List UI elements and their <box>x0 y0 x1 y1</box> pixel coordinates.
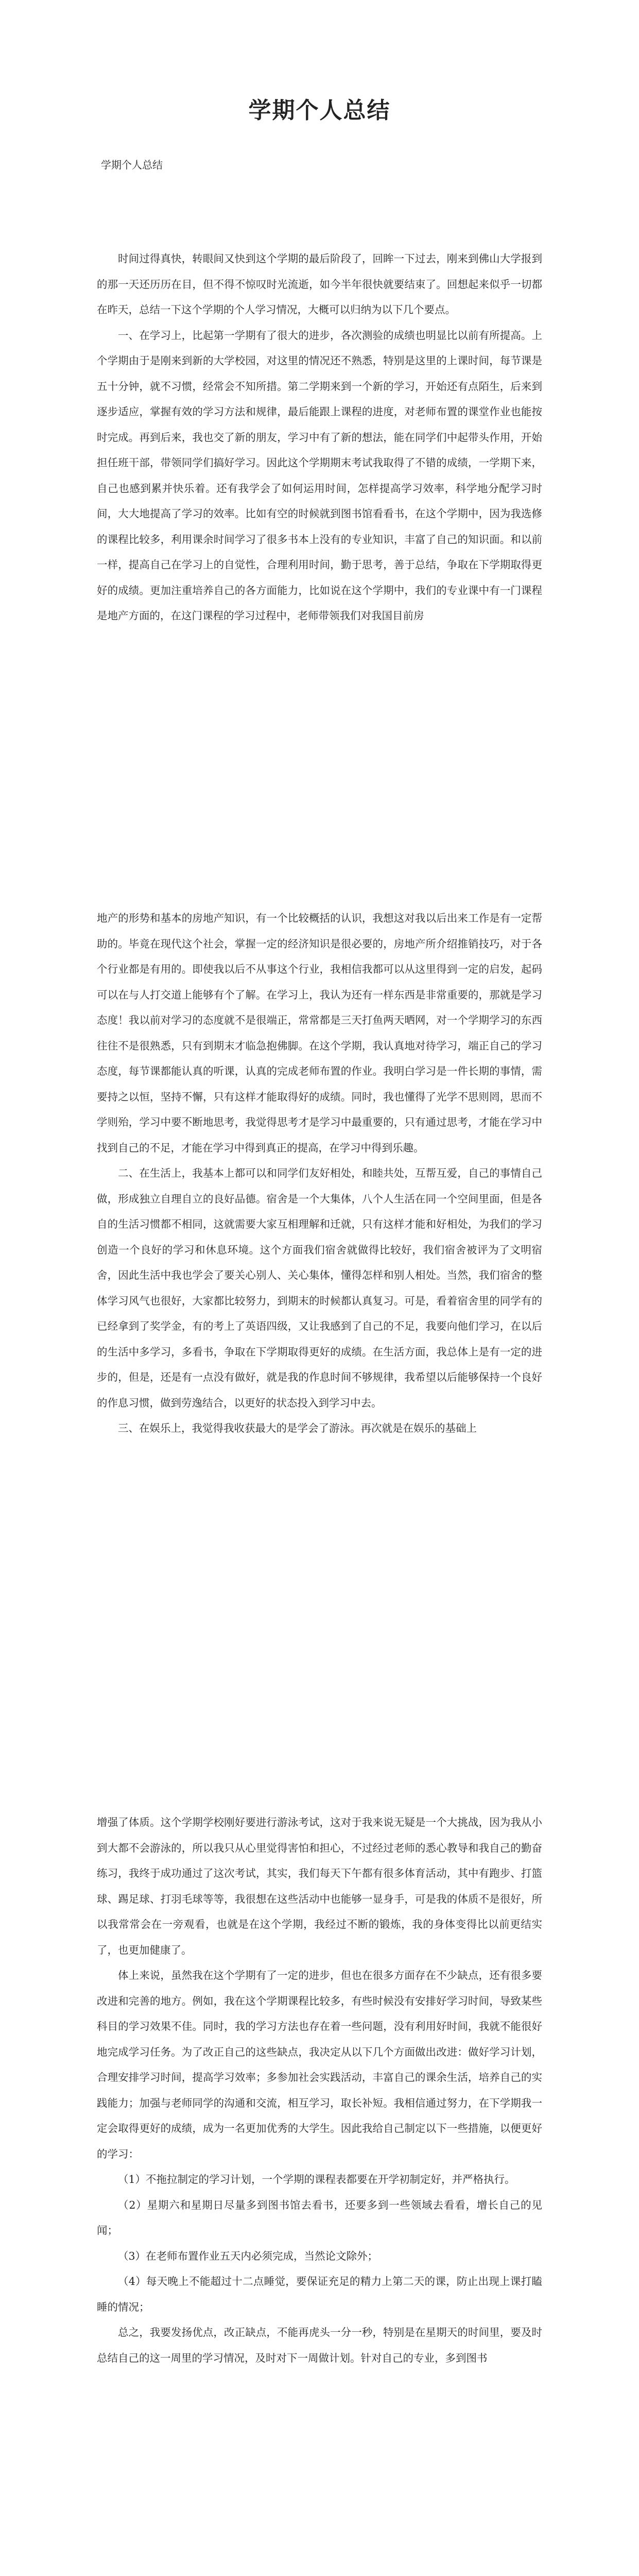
page-2-body-text <box>97 906 542 1442</box>
document-page-1 <box>0 0 639 904</box>
paragraph: 一、在学习上，比起第一学期有了很大的进步，各次测验的成绩也明显比以前有所提高。上个学期由于是刚来到新的大学校园，对这里的情况还不熟悉，特别是这里的上课时间，每节课是五十分钟，就不习惯，经常会不知所措。第二学期来到一个新的学习，开始还有点陌生，后来到逐步适应，掌握有效的学习方法和规律，最后能跟上课程的进度，对老师布置的课堂作业也能按时完成。再到后来，我也交了新的朋友，学习中有了新的想法，能在同学们中起带头作用，开始担任班干部，带领同学们搞好学习。因此这个学期期末考试我取得了不错的成绩，一学期下来，自己也感到累并快乐着。还有我学会了如何运用时间，怎样提高学习效率，科学地分配学习时间，大大地提高了学习的效率。比如有空的时候就到图书馆看看书，在这个学期中，因为我选修的课程比较多，利用课余时间学习了很多书本上没有的专业知识，丰富了自己的知识面。和以前一样，提高自己在学习上的自觉性，合理利用时间，勤于思考，善于总结，争取在下学期取得更好的成绩。更加注重培养自己的各方面能力，比如说在这个学期中，我们的专业课中有一门课程是地产方面的，在这门课程的学习过程中，老师带领我们对我国目前房 <box>97 329 542 622</box>
page-title: 学期个人总结 <box>248 97 391 124</box>
paragraph: 总之，我要发扬优点，改正缺点，不能再虎头一分一秒，特别是在星期天的时间里，要及时总结自己的这一周里的学习情况，及时对下一周做计划。针对自己的专业，多到图书 <box>97 2326 542 2364</box>
paragraph: 地产的形势和基本的房地产知识，有一个比较概括的认识，我想这对我以后出来工作是有一定帮助的。毕竟在现代这个社会，掌握一定的经济知识是很必要的，房地产所介绍推销技巧，对于各个行业都是有用的。即使我以后不从事这个行业，我相信我都可以从这里得到一定的启发，起码可以在与人打交道上能够有个了解。在学习上，我认为还有一样东西是非常重要的，那就是学习态度！我以前对学习的态度就不是很端正，常常都是三天打鱼两天晒网，对一个学期学习的东西往往不是很熟悉，只有到期末才临急抱佛脚。在这个学期，我认真地对待学习，端正自己的学习态度，每节课都能认真的听课，认真的完成老师布置的作业。我明白学习是一件长期的事情，需要持之以恒，坚持不懈，只有这样才能取得好的成绩。同时，我也懂得了光学不思则罔，思而不学则殆，学习中要不断地思考，我觉得思考才是学习中最重要的，只有通过思考，才能在学习中找到自己的不足，才能在学习中得到真正的提高，在学习中得到乐趣。 <box>97 912 542 1154</box>
page-1-body <box>97 246 542 629</box>
list-item: （4）每天晚上不能超过十二点睡觉，要保证充足的精力上第二天的课，防止出现上课打瞌睡的情况； <box>97 2275 542 2313</box>
page-3-body-text <box>97 1810 542 2371</box>
paragraph: 时间过得真快，转眼间又快到这个学期的最后阶段了，回眸一下过去，刚来到佛山大学报到的那一天还历历在目，但不得不惊叹时光流逝，如今半年很快就要结束了。回想起来似乎一切都在昨天，总结一下这个学期的个人学习情况，大概可以归纳为以下几个要点。 <box>97 252 542 316</box>
list-item: （2）星期六和星期日尽量多到图书馆去看书，还要多到一些领域去看看，增长自己的见闻； <box>97 2198 542 2236</box>
paragraph: 二、在生活上，我基本上都可以和同学们友好相处，和睦共处，互帮互爱，自己的事情自己做，形成独立自理自立的良好品德。宿舍是一个大集体，八个人生活在同一个空间里面，但是各自的生活习惯都不相同，这就需要大家互相理解和迁就，只有这样才能和好相处，为我们的学习创造一个良好的学习和休息环境。这个方面我们宿舍就做得比较好，我们宿舍被评为了文明宿舍，因此生活中我也学会了要关心别人、关心集体，懂得怎样和别人相处。当然，我们宿舍的整体学习风气也很好，大家都比较努力，到期末的时候都认真复习。可是，看着宿舍里的同学有的已经拿到了奖学金，有的考上了英语四级，又让我感到了自己的不足，我要向他们学习，在以后的生活中多学习，多看书，争取在下学期取得更好的成绩。在生活方面，我总体上是有一定的进步的，但是，还是有一点没有做好，就是我的作息时间不够规律，我希望以后能够保持一个良好的作息习惯，做到劳逸结合，以更好的状态投入到学习中去。 <box>97 1167 542 1409</box>
document-subtitle: 学期个人总结 <box>101 159 163 171</box>
list-item: （3）在老师布置作业五天内必须完成，当然论文除外； <box>118 2249 378 2262</box>
paragraph: 三、在娱乐上，我觉得我收获最大的是学会了游泳。再次就是在娱乐的基础上 <box>118 1422 477 1434</box>
paragraph: 增强了体质。这个学期学校刚好要进行游泳考试，这对于我来说无疑是一个大挑战，因为我从小到大都不会游泳的，所以我只从心里觉得害怕和担心，不过经过老师的悉心教导和我自己的勤奋练习，我终于成功通过了这次考试，其实，我们每天下午都有很多体育活动，其中有跑步、打篮球、踢足球、打羽毛球等等，我很想在这些活动中也能够一显身手，可是我的体质不是很好，所以我常常会在一旁观看，也就是在这个学期，我经过不断的锻炼，我的身体变得比以前更结实了，也更加健康了。 <box>97 1816 542 1956</box>
list-item: （1）不拖拉制定的学习计划，一个学期的课程表都要在开学初制定好，并严格执行。 <box>118 2173 515 2185</box>
paragraph: 体上来说，虽然我在这个学期有了一定的进步，但也在很多方面存在不少缺点，还有很多要改进和完善的地方。例如，我在这个学期课程比较多，有些时候没有安排好学习时间，导致某些科目的学习效果不佳。同时，我的学习方法也存在着一些问题，没有利用好时间，我就不能很好地完成学习任务。为了改正自己的这些缺点，我决定从以下几个方面做出改进：做好学习计划，合理安排学习时间，提高学习效率；多参加社会实践活动，丰富自己的课余生活，培养自己的实践能力；加强与老师同学的沟通和交流，相互学习，取长补短。我相信通过努力，在下学期我一定会取得更好的成绩，成为一名更加优秀的大学生。因此我给自己制定以下一些措施，以便更好的学习： <box>97 1969 542 2160</box>
